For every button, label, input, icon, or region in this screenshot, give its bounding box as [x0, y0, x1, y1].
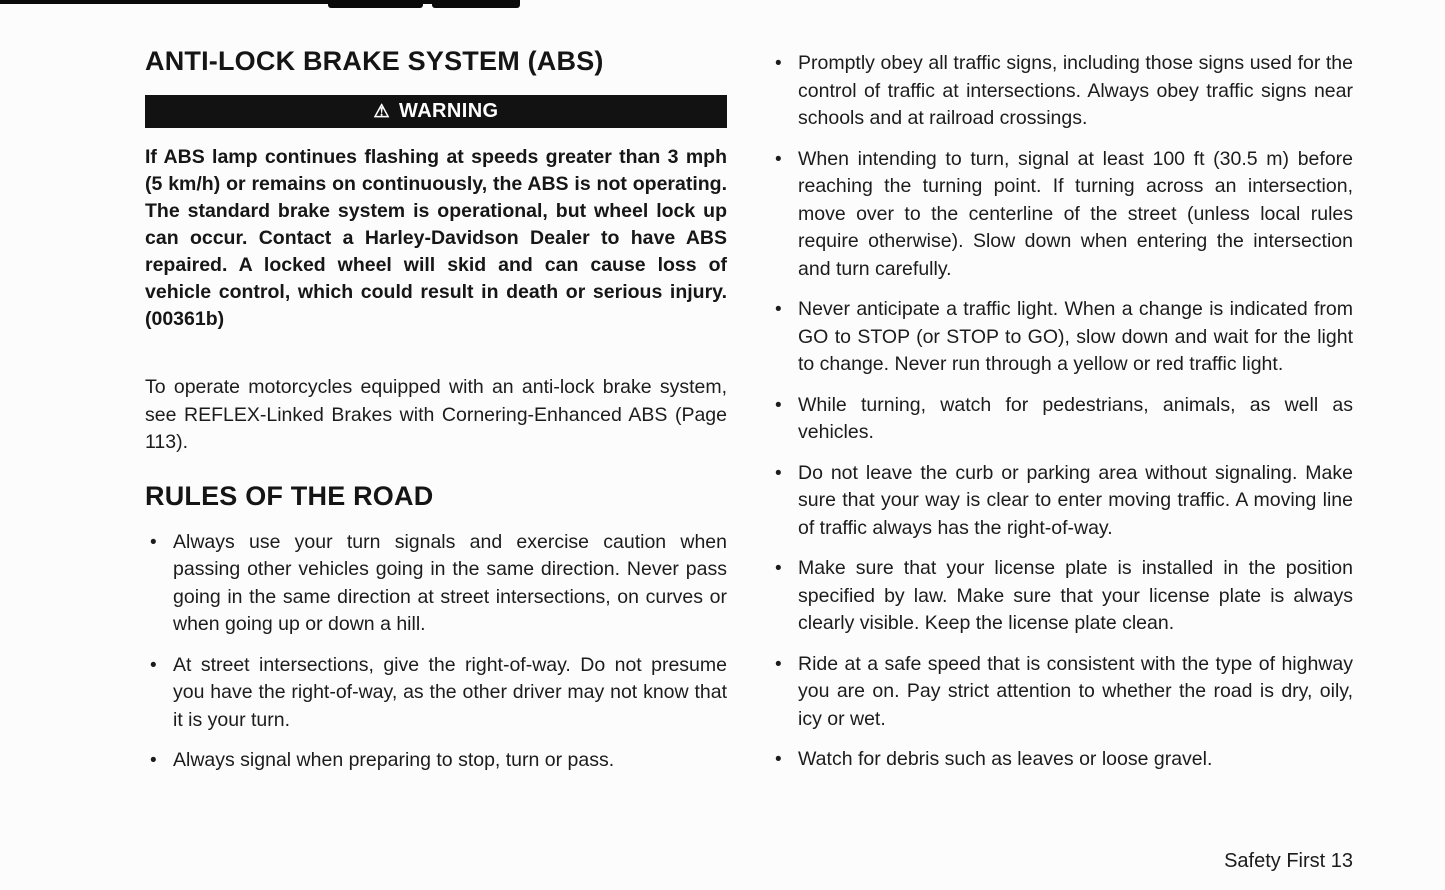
page-footer: Safety First 13 — [1224, 850, 1353, 872]
left-column — [145, 46, 727, 788]
warning-banner-label: WARNING — [399, 100, 499, 122]
list-item: • Watch for debris such as leaves or loose gravel. — [770, 746, 1353, 774]
list-item: • Always signal when preparing to stop, turn or pass. — [145, 747, 727, 775]
abs-operate-paragraph: To operate motorcycles equipped with an anti-lock brake system, see REFLEX-Linked Brakes with Cornering-Enhanced ABS (Page 113). — [145, 376, 727, 453]
scan-artifact-blob — [328, 0, 423, 8]
list-item: • When intending to turn, signal at least 100 ft (30.5 m) before reaching the turning point. If turning across an intersection, move over to the centerline of the street (unless local rules require otherwise). Slow down when entering the intersection and turn carefully. — [770, 146, 1353, 284]
rules-list-right — [770, 50, 1353, 774]
warning-triangle-icon: ⚠ — [373, 100, 391, 121]
list-item: • Ride at a safe speed that is consistent with the type of highway you are on. Pay strict attention to whether the road is dry, oily, icy or wet. — [770, 651, 1353, 734]
section-heading-abs: ANTI-LOCK BRAKE SYSTEM (ABS) — [145, 46, 604, 76]
list-item: • Do not leave the curb or parking area without signaling. Make sure that your way is clear to enter moving traffic. A moving line of traffic always has the right-of-way. — [770, 460, 1353, 543]
scan-artifact-blob — [432, 0, 520, 8]
list-item: • Always use your turn signals and exercise caution when passing other vehicles going in the same direction. Never pass going in the same direction at street intersections, on curves or when going up or down a hill. — [145, 529, 727, 639]
right-column — [770, 46, 1353, 788]
list-item: • Never anticipate a traffic light. When a change is indicated from GO to STOP (or STOP to GO), slow down and wait for the light to change. Never run through a yellow or red traffic light. — [770, 296, 1353, 379]
list-item: • While turning, watch for pedestrians, animals, as well as vehicles. — [770, 392, 1353, 447]
warning-banner — [145, 95, 727, 128]
list-item: • At street intersections, give the right-of-way. Do not presume you have the right-of-way, as the other driver may not know that it is your turn. — [145, 652, 727, 735]
warning-body-text: If ABS lamp continues flashing at speeds greater than 3 mph (5 km/h) or remains on continuously, the ABS is not operating. The standard brake system is operational, but wheel lock up can occur. Contact a Harley-Davidson Dealer to have ABS repaired. A locked wheel will skid and can cause loss of vehicle control, which could result in death or serious injury. (00361b) — [145, 146, 727, 330]
list-item: • Make sure that your license plate is installed in the position specified by law. Make sure that your license plate is always clearly visible. Keep the license plate clean. — [770, 555, 1353, 638]
list-item: • Promptly obey all traffic signs, including those signs used for the control of traffic at intersections. Always obey traffic signs near schools and at railroad crossings. — [770, 50, 1353, 133]
section-heading-rules: RULES OF THE ROAD — [145, 480, 434, 511]
rules-list-left — [145, 529, 727, 775]
